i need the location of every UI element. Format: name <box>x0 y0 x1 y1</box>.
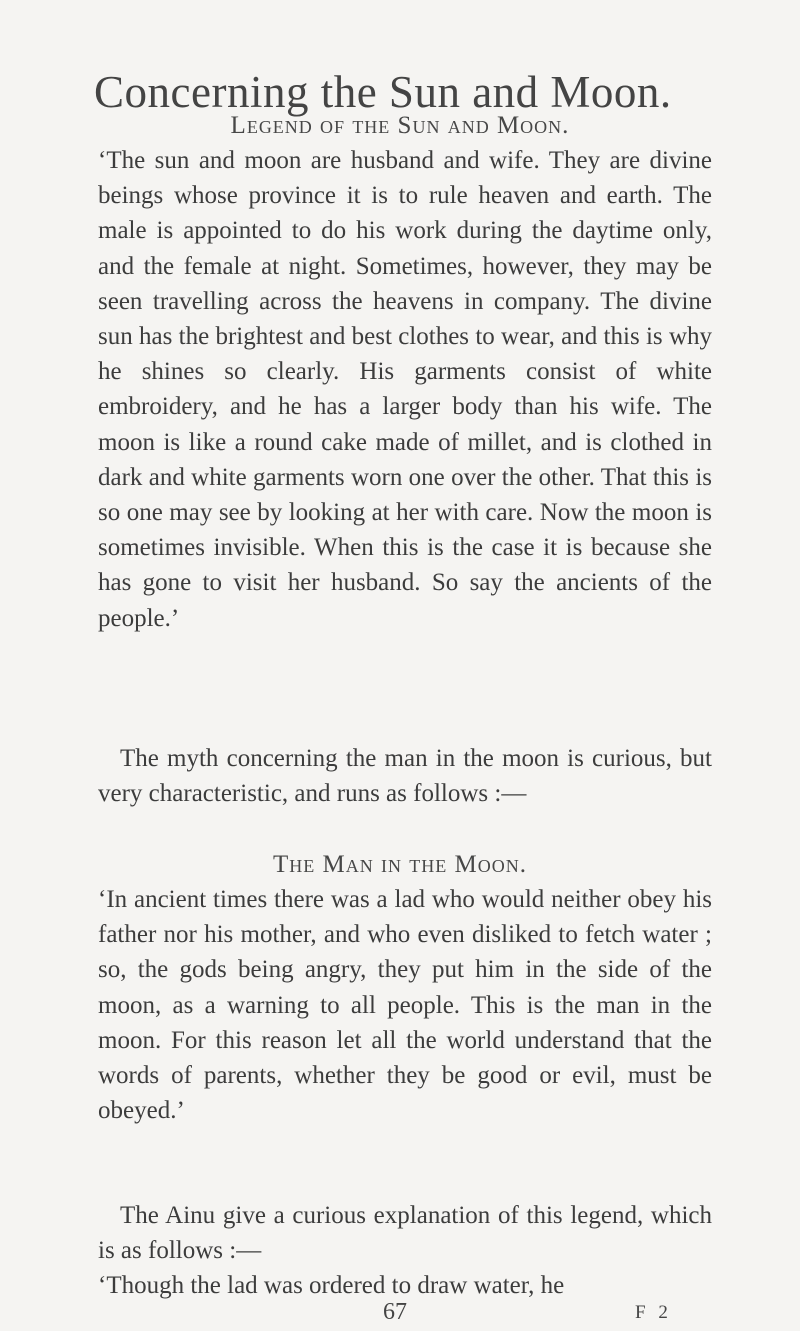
page-number: 67 <box>383 1299 407 1325</box>
section-heading-sun-and-moon: Legend of the Sun and Moon. <box>230 112 570 139</box>
paragraph: The myth concerning the man in the moon is curious, but very characteristic, and runs as follows :— <box>98 745 712 808</box>
paragraph: ‘In ancient times there was a lad who would neither obey his father nor his mother, and who even disliked to fetch water ; so, the gods being angry, they put him in the side of the moon, as a warning to all people. This is the man in the moon. For this reason let all the world understand that the words of parents, whether they be good or evil, must be obeyed.’ <box>98 886 712 1125</box>
running-head: Concerning the Sun and Moon. <box>94 67 672 117</box>
paragraph: The Ainu give a curious explanation of this legend, which is as follows :— <box>98 1202 712 1265</box>
paragraph: ‘Though the lad was ordered to draw water, he <box>98 1272 565 1299</box>
section-heading-man-in-moon: The Man in the Moon. <box>273 851 527 878</box>
paragraph: ‘The sun and moon are husband and wife. They are divine beings whose province it is to rule heaven and earth. The male is appointed to do his work during the daytime only, and the female at night. Sometimes, however, they may be seen travelling across the heavens in company. The divine sun has the brightest and best clothes to wear, and this is why he shines so clearly. His garments consist of white embroidery, and he has a larger body than his wife. The moon is like a round cake made of millet, and is clothed in dark and white garments worn one over the other. That this is so one may see by looking at her with care. Now the moon is sometimes invisible. When this is the case it is because she has gone to visit her husband. So say the ancients of the people.’ <box>98 147 712 632</box>
signature-mark: F 2 <box>635 1302 672 1323</box>
